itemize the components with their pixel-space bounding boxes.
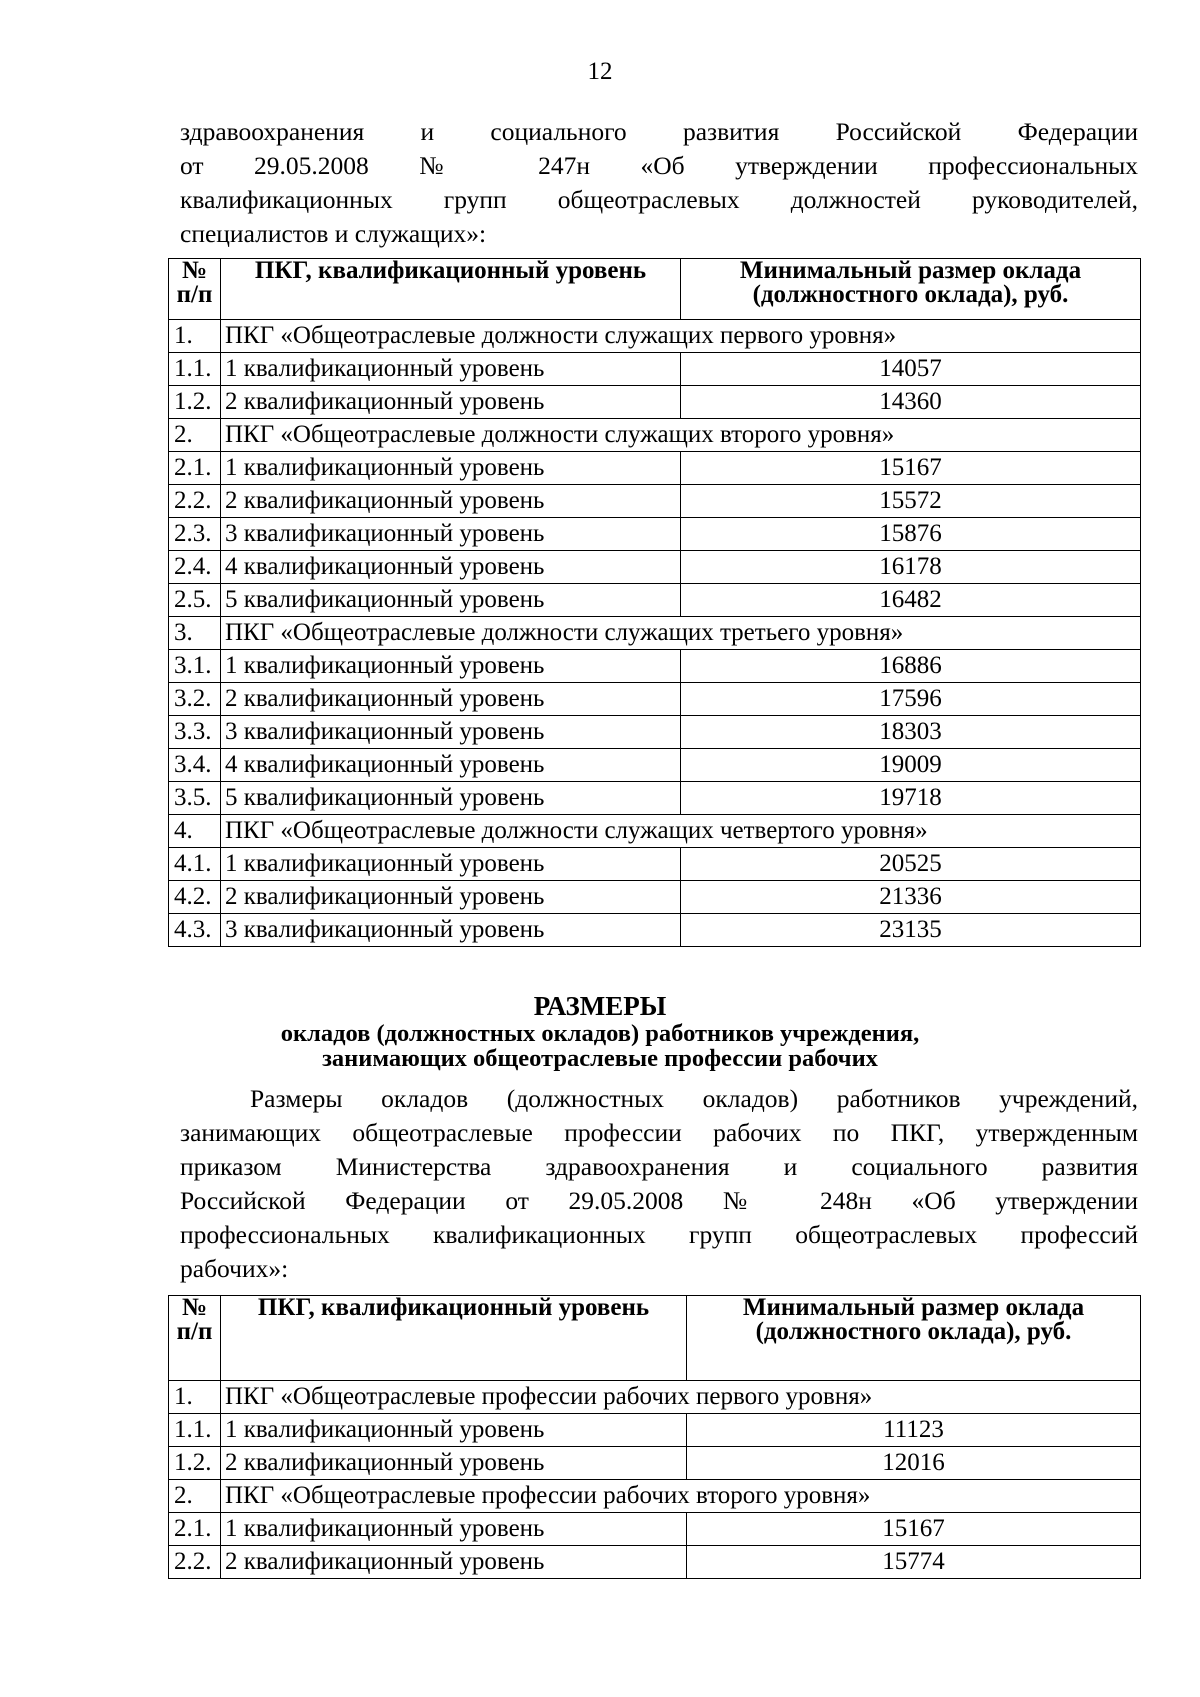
row-number: 4.	[169, 815, 221, 848]
row-label: 5 квалификационный уровень	[221, 782, 681, 815]
table-body	[169, 320, 1141, 947]
text-line: рабочих»:	[180, 1254, 289, 1283]
text-line: от 29.05.2008 № 247н «Об утверждении профессиональных	[180, 151, 1138, 180]
row-salary-value: 15167	[681, 452, 1141, 485]
row-label: 1 квалификационный уровень	[221, 353, 681, 386]
row-salary-value: 16886	[681, 650, 1141, 683]
table-header-row	[169, 259, 1141, 320]
row-number: 1.1.	[169, 1414, 221, 1447]
table-row	[169, 1381, 1141, 1414]
table-row	[169, 914, 1141, 947]
table-row	[169, 518, 1141, 551]
row-salary-value: 16482	[681, 584, 1141, 617]
section-title: РАЗМЕРЫ	[533, 991, 667, 1021]
table-row	[169, 848, 1141, 881]
row-number: 3.	[169, 617, 221, 650]
header-group: ПКГ, квалификационный уровень	[221, 1296, 687, 1381]
table-body	[169, 1381, 1141, 1579]
row-label: 2 квалификационный уровень	[221, 881, 681, 914]
row-label: 5 квалификационный уровень	[221, 584, 681, 617]
row-number: 3.1.	[169, 650, 221, 683]
row-number: 1.2.	[169, 386, 221, 419]
table-row	[169, 617, 1141, 650]
row-label: 4 квалификационный уровень	[221, 749, 681, 782]
row-number: 3.2.	[169, 683, 221, 716]
row-label: 2 квалификационный уровень	[221, 1447, 687, 1480]
table-row	[169, 1513, 1141, 1546]
table-row	[169, 353, 1141, 386]
row-salary-value: 16178	[681, 551, 1141, 584]
row-salary-value: 14057	[681, 353, 1141, 386]
table-row	[169, 551, 1141, 584]
table-row	[169, 1414, 1141, 1447]
text-line: Размеры окладов (должностных окладов) работников учреждений,	[250, 1084, 1138, 1113]
text-line: приказом Министерства здравоохранения и социального развития	[180, 1152, 1138, 1181]
row-number: 3.5.	[169, 782, 221, 815]
row-number: 2.2.	[169, 485, 221, 518]
row-label: ПКГ «Общеотраслевые должности служащих четвертого уровня»	[221, 815, 1141, 848]
row-number: 2.2.	[169, 1546, 221, 1579]
section-subtitle-line-2: занимающих общеотраслевые профессии рабочих	[322, 1045, 878, 1072]
row-label: ПКГ «Общеотраслевые должности служащих третьего уровня»	[221, 617, 1141, 650]
row-label: 2 квалификационный уровень	[221, 485, 681, 518]
row-label: 3 квалификационный уровень	[221, 716, 681, 749]
row-label: 2 квалификационный уровень	[221, 683, 681, 716]
header-num: № п/п	[169, 259, 221, 320]
intro-paragraph-1	[180, 115, 1138, 251]
table-row	[169, 650, 1141, 683]
table-row	[169, 485, 1141, 518]
row-number: 1.	[169, 1381, 221, 1414]
table-row	[169, 815, 1141, 848]
row-number: 2.3.	[169, 518, 221, 551]
row-salary-value: 23135	[681, 914, 1141, 947]
intro-paragraph-2	[180, 1082, 1138, 1286]
row-number: 1.	[169, 320, 221, 353]
row-salary-value: 21336	[681, 881, 1141, 914]
text-line: Российской Федерации от 29.05.2008 № 248н «Об утверждении	[180, 1186, 1138, 1215]
text-line: специалистов и служащих»:	[180, 219, 487, 248]
row-number: 2.	[169, 419, 221, 452]
page-number: 12	[587, 58, 613, 85]
row-salary-value: 18303	[681, 716, 1141, 749]
row-number: 2.1.	[169, 452, 221, 485]
table-row	[169, 419, 1141, 452]
table-row	[169, 1447, 1141, 1480]
table-row	[169, 320, 1141, 353]
row-label: 2 квалификационный уровень	[221, 386, 681, 419]
salary-table-employees	[168, 258, 1141, 947]
table-row	[169, 584, 1141, 617]
row-salary-value: 15167	[687, 1513, 1141, 1546]
row-salary-value: 19009	[681, 749, 1141, 782]
table-row	[169, 881, 1141, 914]
row-salary-value: 12016	[687, 1447, 1141, 1480]
row-salary-value: 15876	[681, 518, 1141, 551]
row-label: ПКГ «Общеотраслевые профессии рабочих второго уровня»	[221, 1480, 1141, 1513]
row-salary-value: 14360	[681, 386, 1141, 419]
row-label: 1 квалификационный уровень	[221, 1513, 687, 1546]
header-num: № п/п	[169, 1296, 221, 1381]
row-salary-value: 11123	[687, 1414, 1141, 1447]
table-row	[169, 683, 1141, 716]
table-row	[169, 782, 1141, 815]
table-row	[169, 1546, 1141, 1579]
row-label: 3 квалификационный уровень	[221, 518, 681, 551]
row-number: 1.1.	[169, 353, 221, 386]
row-label: 2 квалификационный уровень	[221, 1546, 687, 1579]
text-line: здравоохранения и социального развития Российской Федерации	[180, 117, 1138, 146]
row-label: 1 квалификационный уровень	[221, 452, 681, 485]
row-number: 4.1.	[169, 848, 221, 881]
row-number: 2.5.	[169, 584, 221, 617]
text-line: профессиональных квалификационных групп общеотраслевых профессий	[180, 1220, 1138, 1249]
table-header-row	[169, 1296, 1141, 1381]
header-salary: Минимальный размер оклада (должностного оклада), руб.	[681, 259, 1141, 320]
row-number: 3.3.	[169, 716, 221, 749]
row-salary-value: 15774	[687, 1546, 1141, 1579]
row-label: ПКГ «Общеотраслевые должности служащих первого уровня»	[221, 320, 1141, 353]
row-number: 2.1.	[169, 1513, 221, 1546]
row-label: 1 квалификационный уровень	[221, 848, 681, 881]
row-number: 4.2.	[169, 881, 221, 914]
table-row	[169, 1480, 1141, 1513]
table-row	[169, 386, 1141, 419]
row-label: 4 квалификационный уровень	[221, 551, 681, 584]
row-number: 4.3.	[169, 914, 221, 947]
table-row	[169, 452, 1141, 485]
header-salary: Минимальный размер оклада (должностного оклада), руб.	[687, 1296, 1141, 1381]
row-label: 1 квалификационный уровень	[221, 650, 681, 683]
text-line: занимающих общеотраслевые профессии рабочих по ПКГ, утвержденным	[180, 1118, 1138, 1147]
table-row	[169, 716, 1141, 749]
row-number: 1.2.	[169, 1447, 221, 1480]
section-subtitle-line-1: окладов (должностных окладов) работников учреждения,	[280, 1020, 920, 1047]
row-salary-value: 19718	[681, 782, 1141, 815]
table-row	[169, 749, 1141, 782]
header-group: ПКГ, квалификационный уровень	[221, 259, 681, 320]
row-label: 1 квалификационный уровень	[221, 1414, 687, 1447]
row-label: ПКГ «Общеотраслевые профессии рабочих первого уровня»	[221, 1381, 1141, 1414]
row-label: 3 квалификационный уровень	[221, 914, 681, 947]
text-line: квалификационных групп общеотраслевых должностей руководителей,	[180, 185, 1138, 214]
row-salary-value: 17596	[681, 683, 1141, 716]
row-number: 3.4.	[169, 749, 221, 782]
row-salary-value: 20525	[681, 848, 1141, 881]
row-salary-value: 15572	[681, 485, 1141, 518]
row-number: 2.4.	[169, 551, 221, 584]
salary-table-workers	[168, 1295, 1141, 1579]
row-label: ПКГ «Общеотраслевые должности служащих второго уровня»	[221, 419, 1141, 452]
row-number: 2.	[169, 1480, 221, 1513]
